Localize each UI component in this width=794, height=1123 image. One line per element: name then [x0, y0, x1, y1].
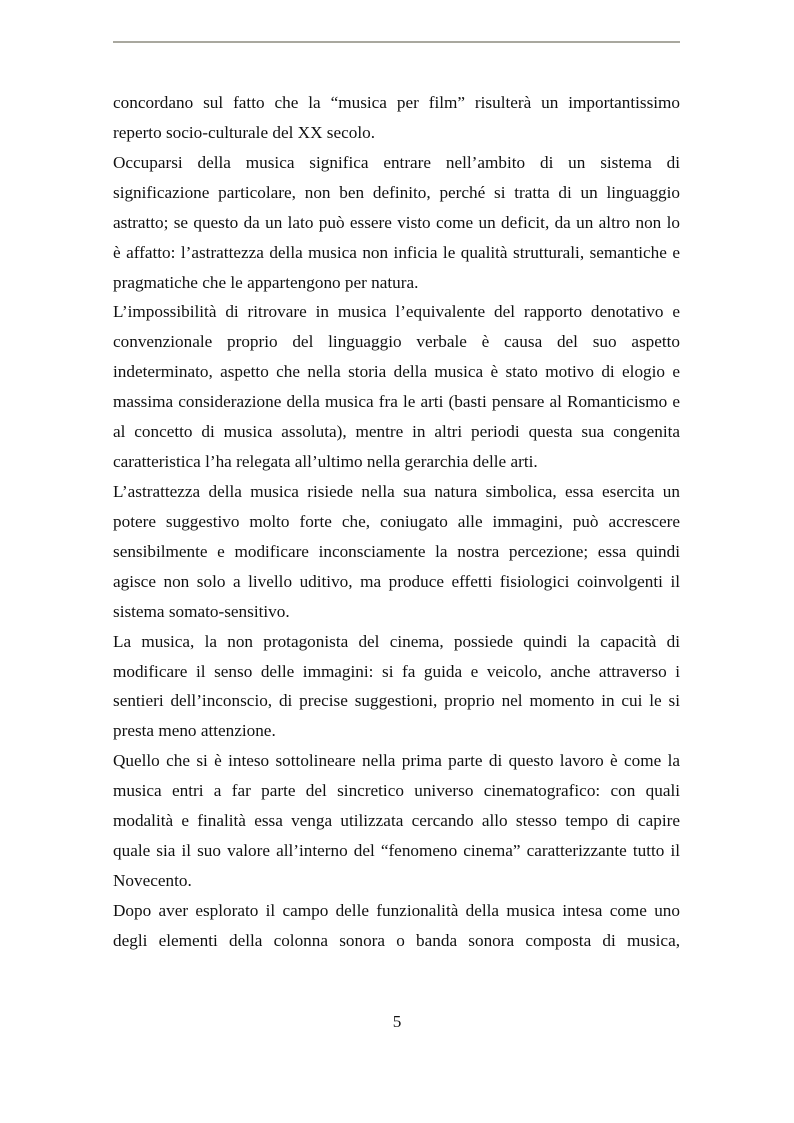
- header-rule: [113, 41, 680, 43]
- text-line: modificare il senso delle immagini: si fa guida e veicolo, anche attraverso i: [113, 661, 680, 681]
- body-text: [113, 88, 680, 956]
- text-line: modalità e finalità essa venga utilizzata cercando allo stesso tempo di capire: [113, 811, 680, 831]
- text-line: Occuparsi della musica significa entrare nell’ambito di un sistema di: [113, 152, 680, 172]
- text-line: indeterminato, aspetto che nella storia della musica è stato motivo di elogio e: [113, 362, 680, 382]
- text-line: sensibilmente e modificare inconsciamente la nostra percezione; essa quindi: [113, 541, 680, 561]
- text-line: pragmatiche che le appartengono per natura.: [113, 272, 419, 292]
- text-line: L’astrattezza della musica risiede nella sua natura simbolica, essa esercita un: [113, 481, 680, 501]
- text-line: musica entri a far parte del sincretico universo cinematografico: con quali: [113, 781, 680, 801]
- page-number: 5: [392, 1012, 402, 1031]
- paragraph: [113, 148, 680, 298]
- text-line: è affatto: l’astrattezza della musica non inficia le qualità strutturali, semantiche e: [113, 242, 680, 262]
- text-line: astratto; se questo da un lato può essere visto come un deficit, da un altro non lo: [113, 212, 680, 232]
- text-line: Dopo aver esplorato il campo delle funzionalità della musica intesa come uno: [113, 900, 680, 920]
- text-line: reperto socio-culturale del XX secolo.: [113, 122, 376, 142]
- text-line: degli elementi della colonna sonora o banda sonora composta di musica,: [113, 930, 680, 950]
- text-line: al concetto di musica assoluta), mentre in altri periodi questa sua congenita: [113, 422, 680, 442]
- text-line: convenzionale proprio del linguaggio verbale è causa del suo aspetto: [113, 332, 680, 352]
- paragraph: [113, 297, 680, 477]
- text-line: sentieri dell’inconscio, di precise suggestioni, proprio nel momento in cui le si: [113, 691, 680, 711]
- text-line: concordano sul fatto che la “musica per film” risulterà un importantissimo: [113, 93, 680, 112]
- text-line: presta meno attenzione.: [113, 721, 276, 741]
- text-line: massima considerazione della musica fra le arti (basti pensare al Romanticismo e: [113, 392, 680, 412]
- text-line: Novecento.: [113, 870, 192, 890]
- paragraph: [113, 627, 680, 747]
- text-line: sistema somato-sensitivo.: [113, 601, 290, 621]
- text-line: caratteristica l’ha relegata all’ultimo nella gerarchia delle arti.: [113, 452, 538, 472]
- paragraph: [113, 746, 680, 896]
- text-line: Quello che si è inteso sottolineare nella prima parte di questo lavoro è come la: [113, 751, 680, 771]
- paragraph: [113, 896, 680, 956]
- text-line: La musica, la non protagonista del cinema, possiede quindi la capacità di: [113, 631, 680, 651]
- paragraph: [113, 88, 680, 148]
- text-line: potere suggestivo molto forte che, coniugato alle immagini, può accrescere: [113, 511, 680, 531]
- text-line: L’impossibilità di ritrovare in musica l’equivalente del rapporto denotativo e: [113, 302, 680, 322]
- paragraph: [113, 477, 680, 627]
- text-line: agisce non solo a livello uditivo, ma produce effetti fisiologici coinvolgenti il: [113, 571, 680, 591]
- text-line: significazione particolare, non ben definito, perché si tratta di un linguaggio: [113, 182, 680, 202]
- text-line: quale sia il suo valore all’interno del “fenomeno cinema” caratterizzante tutto il: [113, 841, 680, 861]
